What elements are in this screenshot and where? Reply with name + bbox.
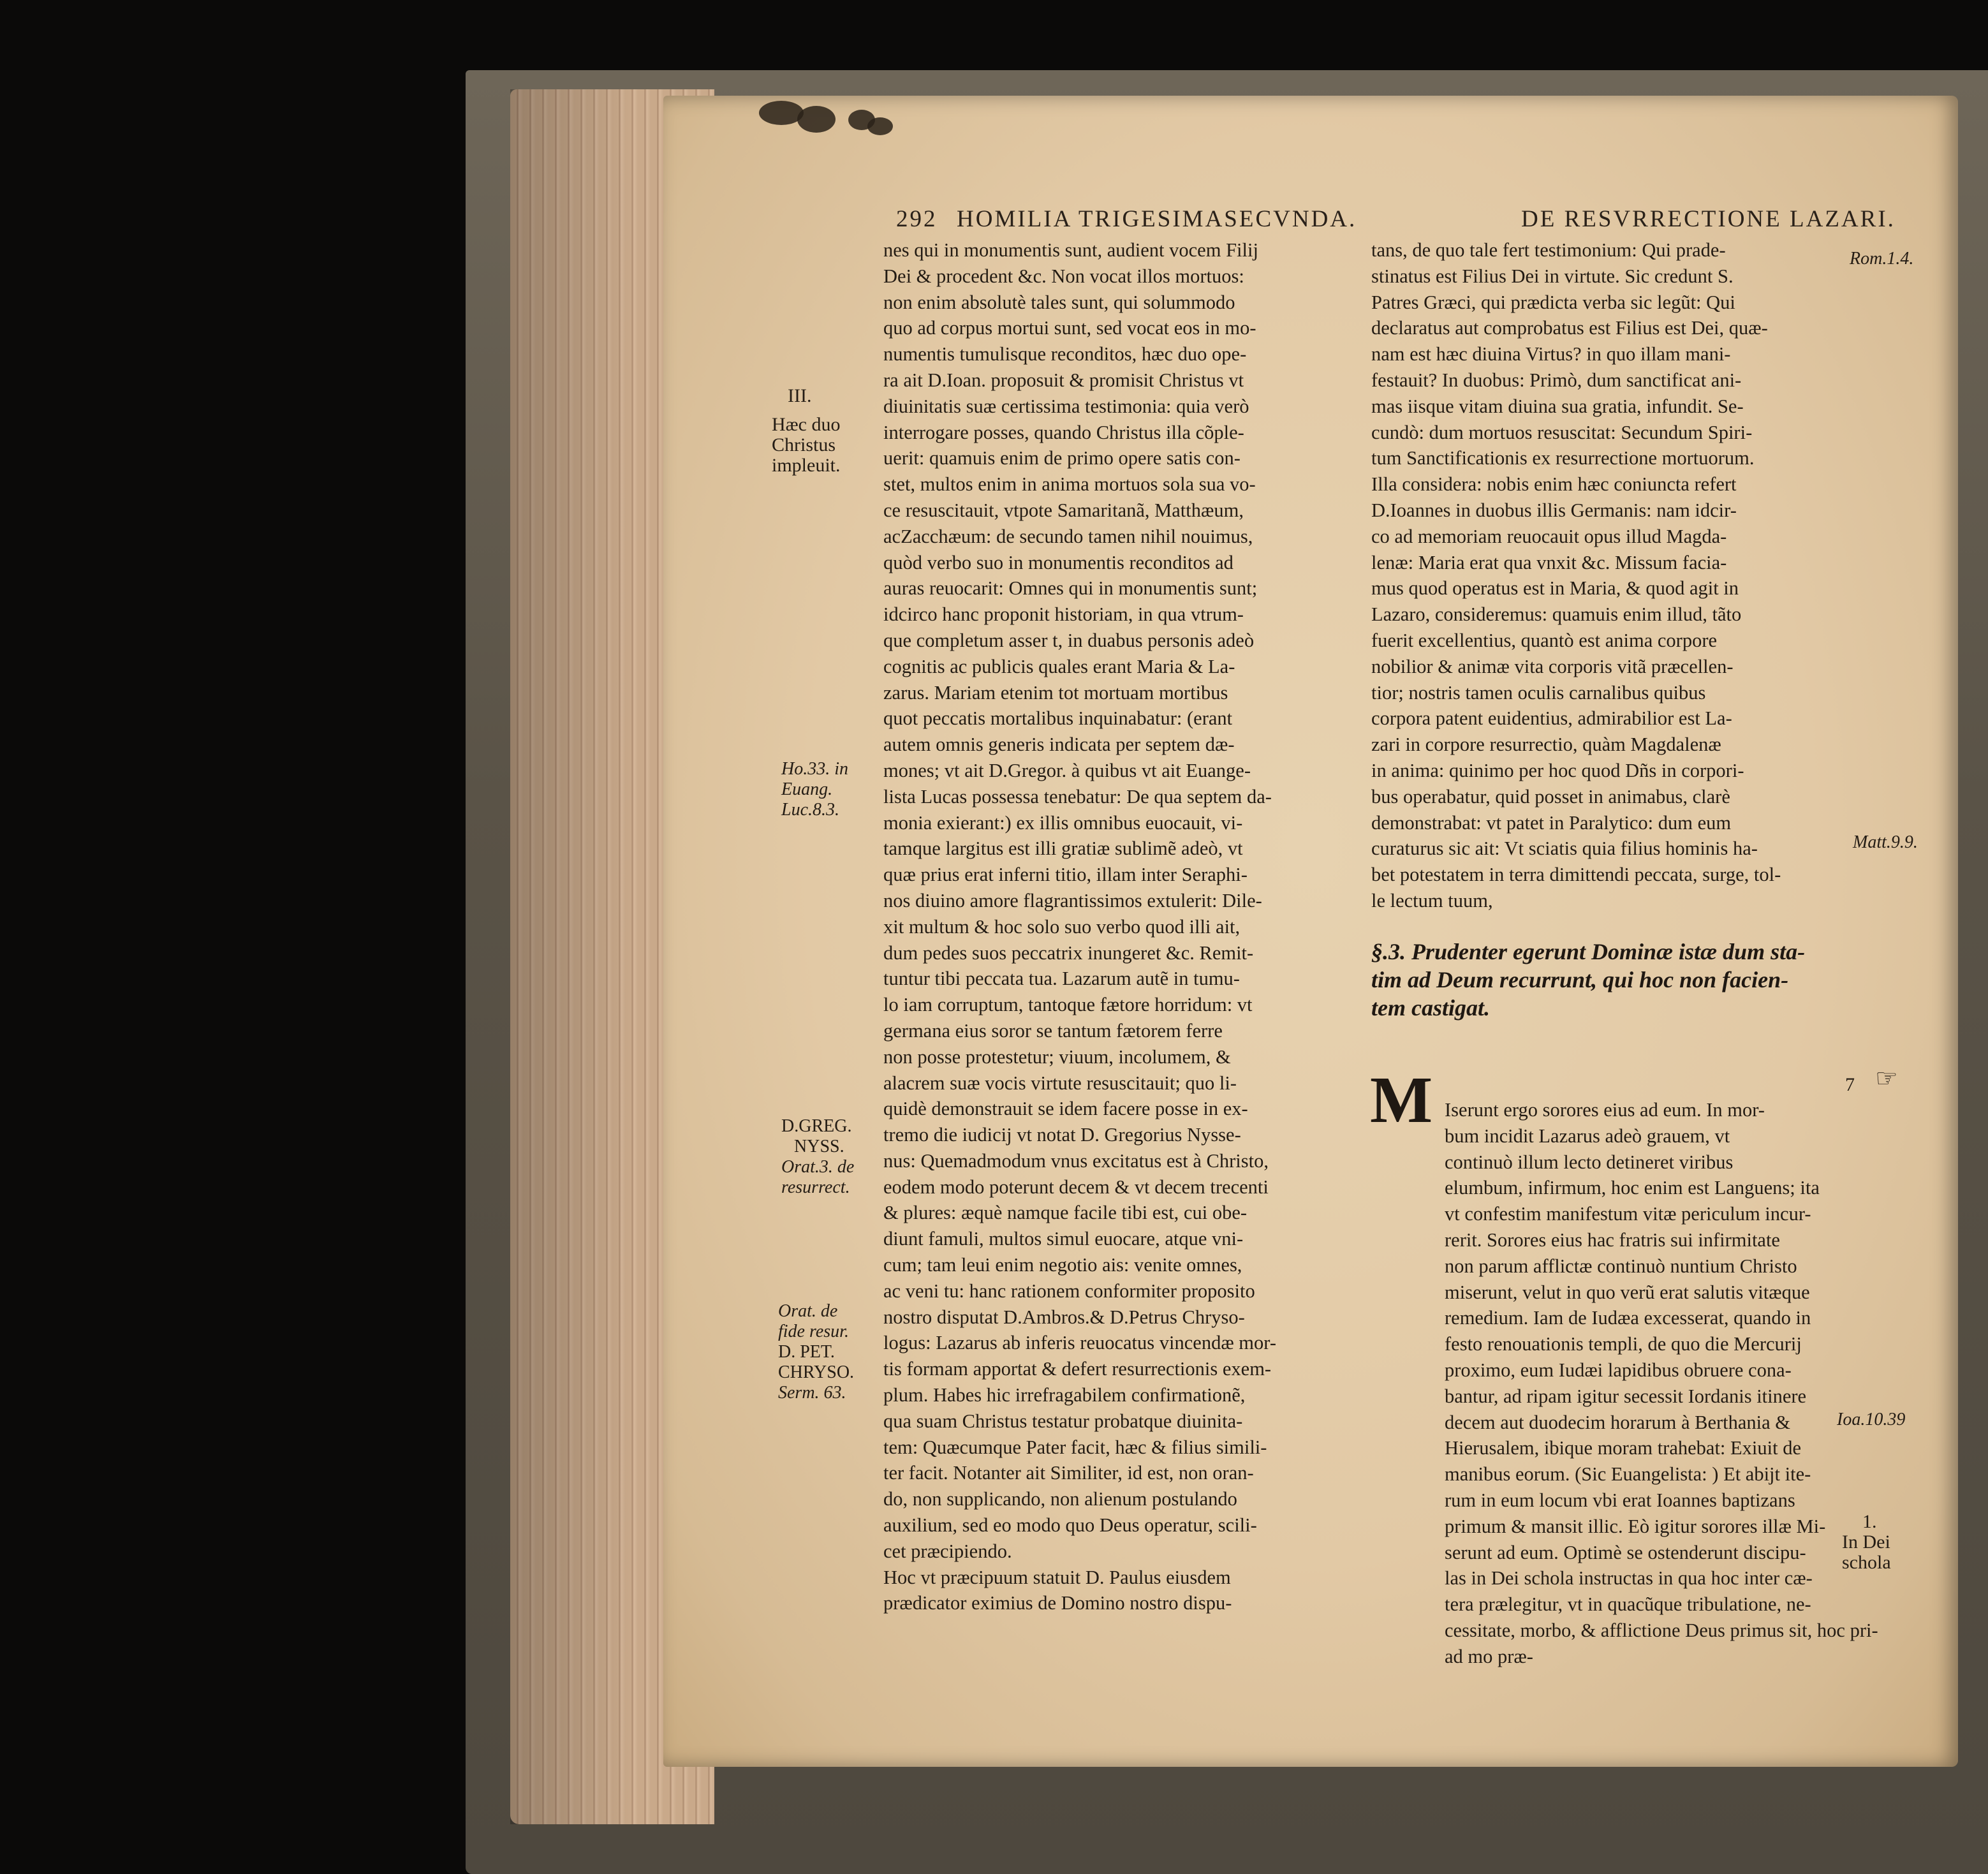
text-line: remedium. Iam de Iudæa excesserat, quando in: [1445, 1307, 1811, 1329]
margin-note-chrysologus: Orat. de fide resur. D. PET. CHRYSO. Serm. 63.: [778, 1301, 855, 1403]
text-line: D.Ioannes in duobus illis Germanis: nam idcir-: [1371, 499, 1737, 521]
text-line: prædicator eximius de Domino nostro dispu-: [883, 1592, 1232, 1614]
text-line: tum Sanctificationis ex resurrectione mortuorum.: [1371, 447, 1755, 469]
text-line: quidè demonstrauit se idem facere posse in ex-: [883, 1098, 1248, 1120]
text-line: idcirco hanc proponit historiam, in qua vtrum-: [883, 603, 1244, 626]
text-line: uerit: quamuis enim de primo opere satis con-: [883, 447, 1241, 469]
text-line: tremo die iudicij vt notat D. Gregorius Nysse-: [883, 1124, 1241, 1146]
text-line: dum pedes suos peccatrix inungeret &c. Remit-: [883, 941, 1254, 964]
text-line: que completum asser t, in duabus personis adeò: [883, 629, 1255, 651]
text-line: Lazaro, consideremus: quamuis enim illud, tãto: [1371, 603, 1742, 626]
text-line: ac veni tu: hanc rationem conformiter proposito: [883, 1280, 1255, 1302]
right-text-column-top: [1371, 237, 1838, 914]
heading-line: §.3. Prudenter egerunt Dominæ istæ dum sta-: [1371, 939, 1806, 964]
text-line: curaturus sic ait: Vt sciatis quia filius hominis ha-: [1371, 837, 1758, 860]
text-line: quo ad corpus mortui sunt, sed vocat eos in mo-: [883, 317, 1256, 339]
text-line: plum. Habes hic irrefragabilem confirmationẽ,: [883, 1384, 1246, 1406]
text-line: zarus. Mariam etenim tot mortuam mortibus: [883, 681, 1228, 704]
text-line: Dei & procedent &c. Non vocat illos mortuos:: [883, 265, 1244, 287]
text-line: ter facit. Notanter ait Similiter, id est, non oran-: [883, 1462, 1254, 1484]
page-number: 292: [896, 206, 938, 232]
text-line: mones; vt ait D.Gregor. à quibus vt ait Euange-: [883, 759, 1251, 781]
text-line: logus: Lazarus ab inferis reuocatus vincendæ mor-: [883, 1332, 1276, 1354]
text-line: tem: Quæcumque Pater facit, hæc & filius simili-: [883, 1436, 1267, 1458]
text-line: elumbum, infirmum, hoc enim est Languens; ita: [1445, 1177, 1820, 1199]
text-line: bet potestatem in terra dimittendi peccata, surge, tol-: [1371, 864, 1781, 886]
text-line: acZacchæum: de secundo tamen nihil nouimus,: [883, 525, 1253, 547]
text-line: auras reuocarit: Omnes qui in monumentis sunt;: [883, 577, 1258, 600]
margin-note-homily-33: Ho.33. in Euang. Luc.8.3.: [781, 759, 848, 820]
margin-roman-numeral: III.: [788, 385, 812, 406]
text-line: bus operabatur, quid posset in animabus, clarè: [1371, 785, 1730, 808]
text-line: Hoc vt præcipuum statuit D. Paulus eiusdem: [883, 1566, 1231, 1588]
text-line: vt confestim manifestum vitæ periculum incur-: [1445, 1203, 1811, 1225]
text-line: nobilior & animæ vita corporis vitã præcellen-: [1371, 655, 1734, 677]
text-line: non enim absolutè tales sunt, qui solummodo: [883, 291, 1235, 313]
text-line: corpora patent euidentius, admirabilior est La-: [1371, 707, 1732, 730]
text-line: autem omnis generis indicata per septem dæ-: [883, 734, 1235, 756]
text-line: festauit? In duobus: Primò, dum sanctificat ani-: [1371, 369, 1742, 391]
text-line: tera prælegitur, vt in quacũque tribulatione, ne-: [1445, 1593, 1811, 1616]
text-line: primum & mansit illic. Eò igitur sorores illæ Mi-: [1445, 1515, 1826, 1537]
margin-note-in-dei: 1. In Dei schola: [1842, 1511, 1891, 1573]
text-line: & plures: æquè namque facile tibi est, cui obe-: [883, 1202, 1248, 1224]
drop-capital: M: [1370, 1063, 1433, 1137]
text-line: nus: Quemadmodum vnus excitatus est à Christo,: [883, 1149, 1269, 1172]
text-line: serunt ad eum. Optimè se ostenderunt discipu-: [1445, 1541, 1806, 1563]
text-line: lista Lucas possessa tenebatur: De qua septem da-: [883, 785, 1272, 808]
text-line: zari in corpore resurrectio, quàm Magdalenæ: [1371, 734, 1721, 756]
text-line: le lectum tuum,: [1371, 889, 1493, 911]
text-line: Hierusalem, ibique moram trahebat: Exiuit de: [1445, 1437, 1801, 1459]
page-subtitle: DE RESVRRECTIONE LAZARI.: [1521, 206, 1896, 232]
margin-note-john: Ioa.10.39: [1837, 1410, 1906, 1429]
text-line: stinatus est Filius Dei in virtute. Sic credunt S.: [1371, 265, 1734, 287]
text-line: quot peccatis mortalibus inquinabatur: (erant: [883, 707, 1233, 730]
text-line: alacrem suæ vocis virtute resuscitauit; quo li-: [883, 1072, 1237, 1094]
margin-note-haec-duo: Hæc duo Christus impleuit.: [772, 414, 841, 476]
text-line: mus quod operatus est in Maria, & quod agit in: [1371, 577, 1739, 600]
text-line: xit multum & hoc solo suo verbo quod illi ait,: [883, 915, 1241, 938]
text-line: cet præcipiendo.: [883, 1540, 1012, 1562]
running-head: [896, 205, 1936, 237]
text-line: cessitate, morbo, & afflictione Deus primus sit, hoc pri-: [1445, 1619, 1878, 1641]
margin-verse-number: 7: [1845, 1074, 1855, 1095]
text-line: nam est hæc diuina Virtus? in quo illam mani-: [1371, 343, 1731, 365]
text-line: co ad memoriam reuocauit opus illud Magda-: [1371, 525, 1727, 547]
text-line: numentis tumulisque reconditos, hæc duo ope-: [883, 343, 1247, 365]
text-line: ra ait D.Ioan. proposuit & promisit Christus vt: [883, 369, 1244, 391]
ink-stain: [867, 117, 893, 135]
text-line: Patres Græci, qui prædicta verba sic legũt: Qui: [1371, 291, 1735, 313]
text-line: tuntur tibi peccata tua. Lazarum autẽ in tumu-: [883, 968, 1240, 990]
text-line: cognitis ac publicis quales erant Maria & La-: [883, 655, 1235, 677]
text-line: ce resuscitauit, vtpote Samaritanã, Matthæum,: [883, 499, 1244, 521]
text-line: continuò illum lecto detineret viribus: [1445, 1151, 1734, 1173]
text-line: miserunt, velut in quo verũ erat salutis vitæque: [1445, 1281, 1810, 1303]
text-line: tamque largitus est illi gratiæ sublimẽ adeò, vt: [883, 837, 1243, 860]
text-line: bantur, ad ripam igitur secessit Iordanis itinere: [1445, 1385, 1807, 1407]
text-line: manibus eorum. (Sic Euangelista: ) Et abijt ite-: [1445, 1463, 1811, 1486]
text-line: quòd verbo suo in monumentis reconditos ad: [883, 551, 1233, 573]
text-line: cundò: dum mortuos resuscitat: Secundum Spiri-: [1371, 421, 1753, 443]
text-line: eodem modo poterunt decem & vt decem trecenti: [883, 1176, 1269, 1198]
text-line: auxilium, sed eo modo quo Deus operatur, scili-: [883, 1514, 1257, 1537]
text-line: germana eius soror se tantum fætorem ferre: [883, 1019, 1223, 1042]
text-line: demonstrabat: vt patet in Paralytico: dum eum: [1371, 811, 1732, 834]
heading-line: tem castigat.: [1371, 995, 1490, 1021]
text-line: stet, multos enim in anima mortuos sola sua vo-: [883, 473, 1256, 496]
text-line: lenæ: Maria erat qua vnxit &c. Missum facia-: [1371, 551, 1727, 573]
section-heading: [1371, 938, 1856, 1022]
text-line: Iserunt ergo sorores eius ad eum. In mor-: [1445, 1099, 1765, 1121]
text-line: rum in eum locum vbi erat Ioannes baptizans: [1445, 1489, 1795, 1511]
text-line: mas iisque vitam diuina sua gratia, infundit. Se-: [1371, 395, 1744, 417]
text-line: lo iam corruptum, tantoque fætore horridum: vt: [883, 994, 1253, 1016]
text-line: ad mo præ-: [1445, 1645, 1533, 1667]
text-line: bum incidit Lazarus adeò grauem, vt: [1445, 1125, 1730, 1147]
margin-note-matthew: Matt.9.9.: [1853, 832, 1918, 852]
text-line: qua suam Christus testatur probatque diuinita-: [883, 1410, 1243, 1432]
text-line: do, non supplicando, non alienum postulando: [883, 1488, 1237, 1510]
text-line: nostro disputat D.Ambros.& D.Petrus Chryso-: [883, 1306, 1245, 1328]
text-line: tior; nostris tamen oculis carnalibus quibus: [1371, 681, 1706, 704]
text-line: declaratus aut comprobatus est Filius est Dei, quæ-: [1371, 317, 1768, 339]
text-line: fuerit excellentius, quantò est anima corpore: [1371, 629, 1718, 651]
text-line: Illa considera: nobis enim hæc coniuncta refert: [1371, 473, 1737, 496]
text-line: nos diuino amore flagrantissimos extulerit: Dile-: [883, 889, 1262, 911]
text-line: proximo, eum Iudæi lapidibus obruere cona-: [1445, 1359, 1792, 1381]
text-line: non parum afflictæ continuò nuntium Christo: [1445, 1255, 1797, 1277]
heading-line: tim ad Deum recurrunt, qui hoc non facien-: [1371, 967, 1789, 992]
text-line: rerit. Sorores eius hac fratris sui infirmitate: [1445, 1228, 1780, 1251]
text-line: diunt famuli, multos simul euocare, atque vni-: [883, 1228, 1244, 1250]
page-title: HOMILIA TRIGESIMASECVNDA.: [957, 206, 1357, 232]
left-text-column: [883, 237, 1341, 1616]
text-line: tis formam apportat & defert resurrectionis exem-: [883, 1358, 1272, 1380]
text-line: non posse protestetur; viuum, incolumem, &: [883, 1045, 1231, 1068]
text-line: decem aut duodecim horarum à Berthania &: [1445, 1411, 1791, 1433]
text-line: quæ prius erat inferni titio, illam inter Seraphi-: [883, 864, 1248, 886]
margin-note-gregory-nyssa: D.GREG. NYSS. Orat.3. de resurrect.: [781, 1116, 855, 1197]
ink-stain: [797, 106, 836, 133]
text-line: monia exierant:) ex illis omnibus euocauit, vi-: [883, 811, 1243, 834]
text-line: diuinitatis suæ certissima testimonia: quia verò: [883, 395, 1249, 417]
text-line: in anima: quinimo per hoc quod Dñs in corpori-: [1371, 759, 1744, 781]
text-line: cum; tam leui enim negotio ais: venite omnes,: [883, 1254, 1242, 1276]
text-line: las in Dei schola instructas in qua hoc inter cæ-: [1445, 1567, 1813, 1590]
text-line: nes qui in monumentis sunt, audient vocem Filij: [883, 239, 1258, 261]
text-line: festo renouationis templi, de quo die Mercurij: [1445, 1333, 1802, 1355]
margin-note-romans: Rom.1.4.: [1850, 249, 1914, 269]
text-line: tans, de quo tale fert testimonium: Qui prade-: [1371, 239, 1726, 261]
hand-pointer-icon: ☞: [1875, 1064, 1898, 1093]
text-line: interrogare posses, quando Christus illa cõple-: [883, 421, 1244, 443]
